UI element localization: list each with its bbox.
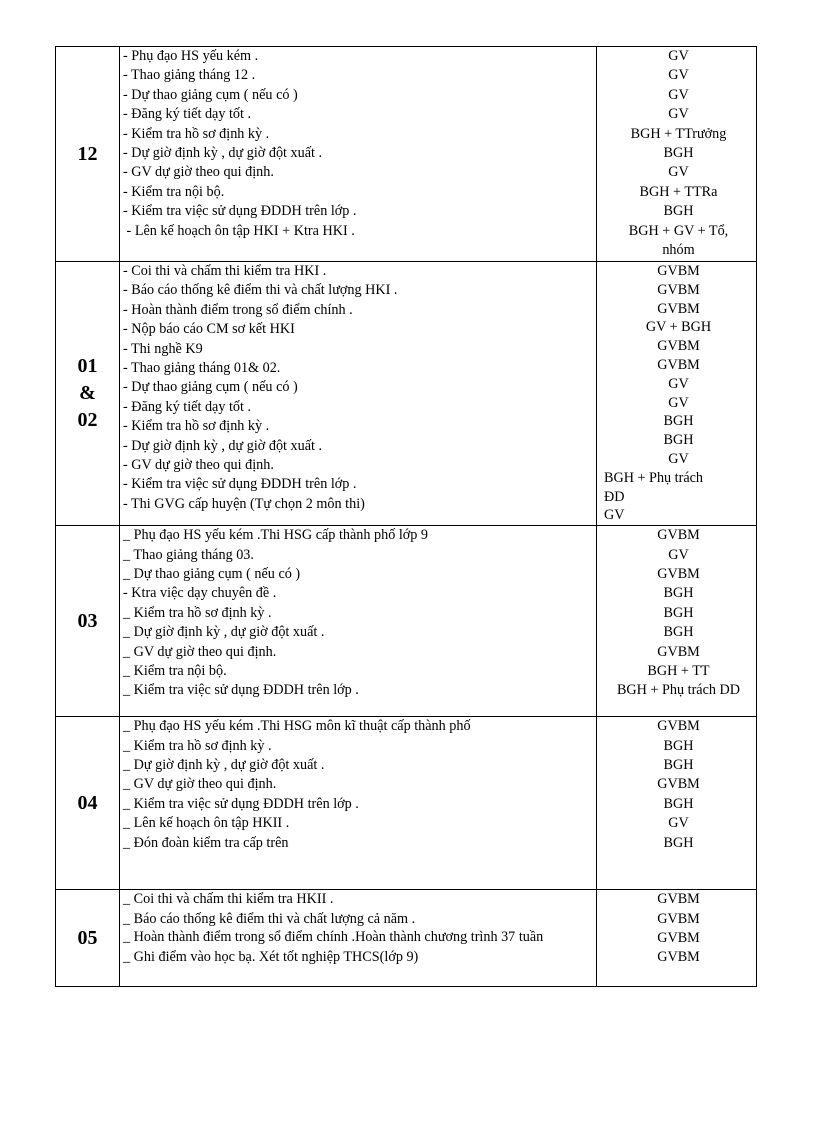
month-label: 05 (77, 926, 98, 949)
task-item: - Coi thi và chấm thi kiểm tra HKI . (123, 263, 327, 279)
responsible-item: GV (668, 815, 689, 832)
responsible-item: nhóm (662, 242, 695, 259)
task-item: - Kiểm tra hồ sơ định kỳ . (123, 418, 270, 435)
task-item: _ Đón đoàn kiểm tra cấp trên (123, 834, 289, 851)
responsible-item: GV (668, 106, 689, 123)
task-item: _ Dự giờ định kỳ , dự giờ đột xuất . (123, 756, 325, 773)
responsible-cell-04 (597, 717, 757, 890)
responsible-item: BGH (663, 834, 694, 851)
responsible-item: BGH (663, 795, 694, 812)
responsible-item: GV (668, 394, 689, 411)
task-item: _ Coi thi và chấm thi kiểm tra HKII . (123, 891, 334, 908)
task-item: - Báo cáo thống kê điểm thi và chất lượng HKI . (123, 282, 398, 299)
task-item: - GV dự giờ theo qui định. (123, 164, 274, 181)
task-item: _ Lên kế hoạch ôn tập HKII . (123, 815, 290, 832)
task-item: - Kiểm tra nội bộ. (123, 183, 225, 200)
month-label: 02 (77, 409, 98, 432)
tasks-cell-04 (120, 717, 597, 890)
task-item: - Dự thao giảng cụm ( nếu có ) (123, 86, 298, 103)
task-item: _ Hoàn thành điểm trong sổ điểm chính .Hoàn thành chương trình 37 tuần (123, 928, 544, 945)
responsible-item: BGH + TTrưởng (630, 125, 727, 142)
responsible-item: BGH + Phụ trách DD (616, 682, 741, 699)
responsible-item: GV (668, 375, 689, 392)
responsible-item: GVBM (657, 263, 700, 279)
task-item: - Dự giờ định kỳ , dự giờ đột xuất . (123, 145, 323, 162)
responsible-item: BGH + TT (647, 663, 710, 679)
responsible-item: BGH + GV + Tổ, (628, 222, 729, 239)
task-item: - Thi GVG cấp huyện (Tự chọn 2 môn thi) (123, 495, 365, 512)
month-label: & (79, 382, 96, 405)
task-item: - Đăng ký tiết dạy tốt . (123, 398, 252, 415)
task-item: _ Kiểm tra hồ sơ định kỳ . (123, 604, 272, 621)
responsible-item: BGH (663, 203, 694, 220)
responsible-item: GVBM (657, 776, 700, 793)
responsible-item: GV + BGH (645, 319, 712, 336)
responsible-cell-03 (597, 526, 757, 717)
task-item: - Ktra việc dạy chuyên đề . (123, 585, 277, 602)
month-label: 04 (77, 791, 98, 814)
task-item: _ Phụ đạo HS yếu kém .Thi HSG môn kĩ thuật cấp thành phố (123, 718, 471, 735)
month-cell-01-02 (56, 262, 120, 526)
responsible-item: GVBM (657, 356, 700, 373)
responsible-item: GVBM (657, 891, 700, 908)
month-label: 12 (77, 142, 98, 165)
task-item: - Thi nghề K9 (123, 340, 203, 357)
responsible-cell-12 (597, 47, 757, 262)
responsible-item: GV (668, 67, 689, 84)
task-item: _ Dự thao giảng cụm ( nếu có ) (123, 565, 301, 582)
task-item: _ Kiểm tra việc sử dụng ĐDDH trên lớp . (123, 682, 359, 699)
month-cell-12 (56, 47, 120, 262)
tasks-cell-03 (120, 526, 597, 717)
responsible-item: GVBM (657, 300, 700, 317)
task-item: - Thao giảng tháng 01& 02. (123, 360, 281, 377)
responsible-item: GVBM (657, 929, 700, 946)
responsible-item: GV (668, 450, 689, 467)
responsible-item: BGH (663, 756, 694, 773)
responsible-item: GVBM (657, 527, 700, 544)
responsible-item: BGH (663, 624, 694, 641)
tasks-cell-01-02 (120, 262, 597, 526)
task-item: - Phụ đạo HS yếu kém . (123, 48, 259, 64)
responsible-cell-01-02 (597, 262, 757, 526)
month-label: 01 (77, 355, 98, 378)
responsible-item: GV (668, 48, 689, 64)
table-row-month-04 (56, 717, 757, 890)
task-item: - Dự giờ định kỳ , dự giờ đột xuất . (123, 437, 323, 454)
month-label: 03 (77, 609, 98, 632)
task-item: - Kiểm tra việc sử dụng ĐDDH trên lớp . (123, 476, 357, 493)
table-row-month-01-02 (56, 262, 757, 526)
task-item: _ Kiểm tra việc sử dụng ĐDDH trên lớp . (123, 795, 359, 812)
table-row-month-12 (56, 47, 757, 262)
responsible-item: GVBM (657, 949, 700, 966)
responsible-item: BGH (663, 145, 694, 162)
responsible-item: GVBM (657, 718, 700, 735)
responsible-item: GVBM (657, 643, 700, 660)
task-item: _ GV dự giờ theo qui định. (123, 643, 277, 660)
responsible-item: BGH (663, 604, 694, 621)
responsible-item: BGH (663, 737, 694, 754)
task-item: _ Phụ đạo HS yếu kém .Thi HSG cấp thành phố lớp 9 (123, 527, 429, 544)
responsible-item: BGH (663, 432, 694, 449)
task-item: _ GV dự giờ theo qui định. (123, 776, 277, 793)
task-item: - Thao giảng tháng 12 . (123, 67, 256, 84)
responsible-item: GV (668, 86, 689, 103)
month-cell-03 (56, 526, 120, 717)
task-item: - Đăng ký tiết dạy tốt . (123, 106, 252, 123)
responsible-item: GVBM (657, 910, 700, 927)
task-item: _ Kiểm tra hồ sơ định kỳ . (123, 737, 272, 754)
tasks-cell-05 (120, 890, 597, 987)
responsible-item: GV (604, 507, 625, 524)
task-item: - Hoàn thành điểm trong sổ điểm chính . (123, 301, 353, 318)
table-row-month-03 (56, 526, 757, 717)
tasks-cell-12 (120, 47, 597, 262)
responsible-item: BGH + TTRa (639, 183, 718, 200)
task-item: - Lên kế hoạch ôn tập HKI + Ktra HKI . (123, 222, 355, 239)
task-item: - GV dự giờ theo qui định. (123, 457, 274, 474)
month-cell-04 (56, 717, 120, 890)
task-item: _ Kiểm tra nội bộ. (123, 663, 227, 679)
responsible-item: BGH (663, 585, 694, 602)
responsible-item: BGH (663, 413, 694, 430)
task-item: - Dự thao giảng cụm ( nếu có ) (123, 379, 298, 396)
task-item: _ Thao giảng tháng 03. (123, 546, 254, 563)
responsible-item: GVBM (657, 338, 700, 355)
responsible-item: BGH + Phụ trách (604, 469, 704, 486)
responsible-item: ĐD (604, 488, 625, 505)
responsible-item: GVBM (657, 281, 700, 298)
task-item: _ Báo cáo thống kê điểm thi và chất lượng cả năm . (123, 910, 416, 927)
responsible-item: GV (668, 546, 689, 563)
task-item: _ Ghi điểm vào học bạ. Xét tốt nghiệp THCS(lớp 9) (123, 948, 419, 965)
responsible-item: GVBM (657, 565, 700, 582)
month-cell-05 (56, 890, 120, 987)
task-item: - Nộp báo cáo CM sơ kết HKI (123, 321, 295, 338)
task-item: - Kiểm tra hồ sơ định kỳ . (123, 125, 270, 142)
task-item: _ Dự giờ định kỳ , dự giờ đột xuất . (123, 624, 325, 641)
responsible-cell-05 (597, 890, 757, 987)
work-plan-table (55, 46, 757, 987)
responsible-item: GV (668, 164, 689, 181)
table-row-month-05 (56, 890, 757, 987)
task-item: - Kiểm tra việc sử dụng ĐDDH trên lớp . (123, 203, 357, 220)
